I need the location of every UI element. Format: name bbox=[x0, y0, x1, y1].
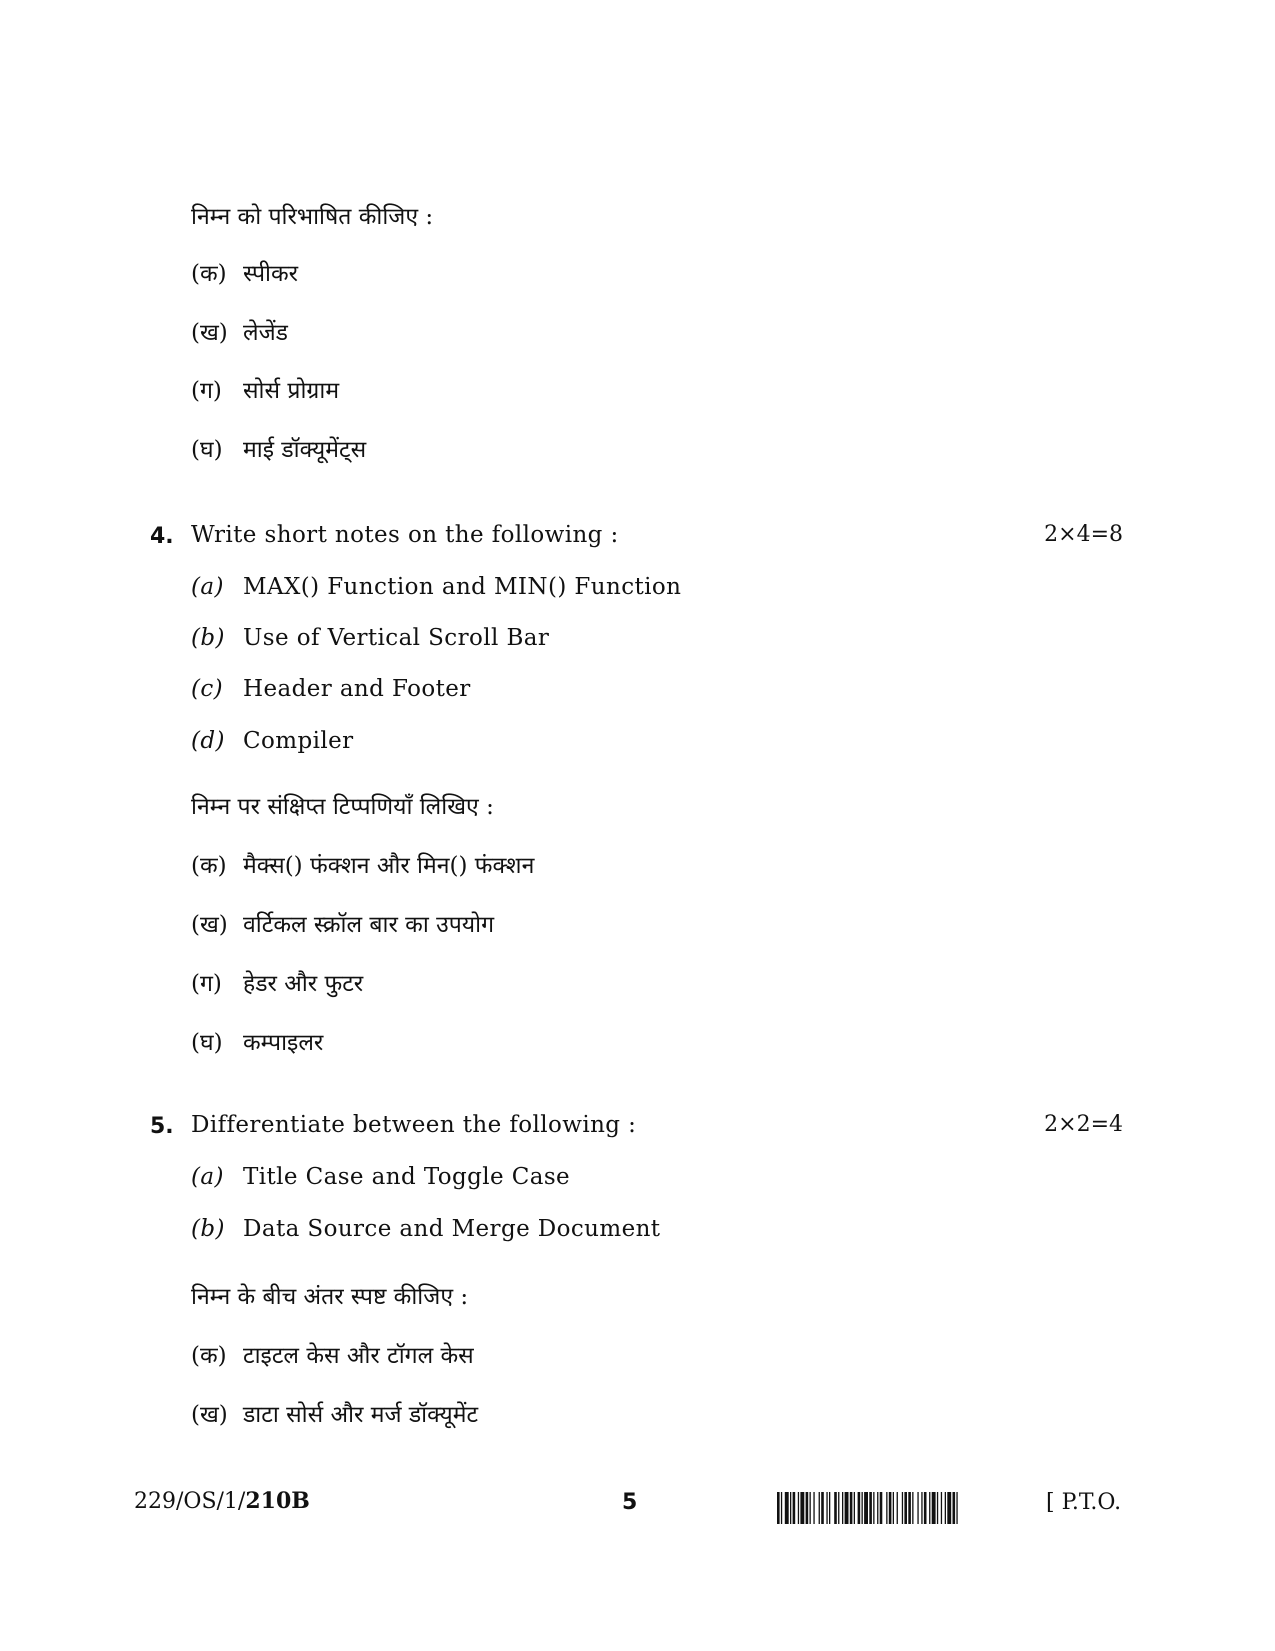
item-marker: (b) bbox=[191, 625, 225, 651]
barcode-bar bbox=[937, 1492, 938, 1524]
item-text: कम्पाइलर bbox=[243, 1030, 324, 1056]
item-marker: (ख) bbox=[191, 912, 228, 938]
barcode-bar bbox=[842, 1492, 843, 1524]
barcode-bar bbox=[886, 1492, 887, 1524]
q4-item bbox=[191, 576, 681, 599]
barcode-bar bbox=[838, 1492, 839, 1524]
item-text: हेडर और फुटर bbox=[243, 971, 364, 997]
barcode-bar bbox=[813, 1492, 814, 1524]
item-marker: (घ) bbox=[191, 1030, 223, 1056]
q4-item bbox=[191, 730, 354, 753]
barcode-bar bbox=[819, 1492, 820, 1524]
q3-hindi-item bbox=[191, 380, 339, 403]
barcode-bar bbox=[850, 1492, 853, 1524]
q4-hindi-prompt: निम्न पर संक्षिप्त टिप्पणियाँ लिखिए : bbox=[191, 794, 494, 820]
q5-hindi-prompt: निम्न के बीच अंतर स्पष्ट कीजिए : bbox=[191, 1284, 469, 1310]
item-text: लेजेंड bbox=[243, 320, 288, 346]
item-text: Data Source and Merge Document bbox=[243, 1216, 661, 1242]
page-number: 5 bbox=[622, 1490, 638, 1515]
item-marker: (ख) bbox=[191, 320, 228, 346]
item-text: स्पीकर bbox=[243, 261, 299, 287]
barcode-bar bbox=[785, 1492, 789, 1524]
item-marker: (क) bbox=[191, 261, 227, 287]
paper-code bbox=[134, 1490, 310, 1513]
q4-hindi-item bbox=[191, 1032, 323, 1055]
barcode-bar bbox=[956, 1492, 957, 1524]
question-number: 5. bbox=[150, 1114, 174, 1139]
q5-prompt: Differentiate between the following : bbox=[191, 1112, 637, 1138]
q5-item bbox=[191, 1218, 660, 1241]
question-number: 4. bbox=[150, 524, 174, 549]
q3-hindi-item bbox=[191, 439, 366, 462]
barcode-bar bbox=[873, 1492, 874, 1524]
barcode-bar bbox=[908, 1492, 911, 1524]
barcode-bar bbox=[854, 1492, 855, 1524]
barcode-bar bbox=[826, 1492, 827, 1524]
item-text: डाटा सोर्स और मर्ज डॉक्यूमेंट bbox=[243, 1402, 479, 1428]
q5-hindi-item bbox=[191, 1404, 478, 1427]
item-text: माई डॉक्यूमेंट्स bbox=[243, 437, 367, 463]
q4-item bbox=[191, 678, 471, 701]
q4-prompt: Write short notes on the following : bbox=[191, 522, 619, 548]
item-text: Compiler bbox=[243, 728, 354, 754]
barcode-bar bbox=[821, 1492, 824, 1524]
item-marker: (ग) bbox=[191, 971, 222, 997]
barcode-bar bbox=[793, 1492, 796, 1524]
barcode-bar bbox=[800, 1492, 804, 1524]
item-marker: (a) bbox=[191, 574, 224, 600]
q4-hindi-item bbox=[191, 855, 534, 878]
item-text: Title Case and Toggle Case bbox=[243, 1164, 571, 1190]
item-text: मैक्स() फंक्शन और मिन() फंक्शन bbox=[243, 853, 535, 879]
barcode-bar bbox=[912, 1492, 913, 1524]
item-text: सोर्स प्रोग्राम bbox=[243, 378, 340, 404]
barcode-bar bbox=[864, 1492, 868, 1524]
item-marker: (ग) bbox=[191, 378, 222, 404]
barcode-bar bbox=[945, 1492, 946, 1524]
paper-code-set: 210B bbox=[245, 1488, 310, 1514]
item-marker: (घ) bbox=[191, 437, 223, 463]
q4-hindi-item bbox=[191, 973, 363, 996]
q5-marks: 2×2=4 bbox=[1044, 1112, 1123, 1137]
item-marker: (d) bbox=[191, 728, 225, 754]
barcode-bar bbox=[929, 1492, 930, 1524]
barcode-bar bbox=[834, 1492, 837, 1524]
item-marker: (क) bbox=[191, 853, 227, 879]
barcode-bar bbox=[790, 1492, 791, 1524]
q5-item bbox=[191, 1166, 570, 1189]
barcode-bar bbox=[921, 1492, 922, 1524]
q5-hindi-item bbox=[191, 1345, 474, 1368]
item-marker: (क) bbox=[191, 1343, 227, 1369]
item-text: Header and Footer bbox=[243, 676, 471, 702]
q3-hindi-prompt: निम्न को परिभाषित कीजिए : bbox=[191, 204, 434, 230]
barcode-bar bbox=[869, 1492, 872, 1524]
barcode-bar bbox=[798, 1492, 799, 1524]
item-marker: (c) bbox=[191, 676, 224, 702]
barcode-bar bbox=[889, 1492, 892, 1524]
barcode-bar bbox=[810, 1492, 811, 1524]
barcode-bar bbox=[902, 1492, 903, 1524]
item-text: Use of Vertical Scroll Bar bbox=[243, 625, 550, 651]
item-text: MAX() Function and MIN() Function bbox=[243, 574, 682, 600]
barcode-bar bbox=[829, 1492, 830, 1524]
barcode-bar bbox=[904, 1492, 907, 1524]
barcode-bar bbox=[924, 1492, 927, 1524]
barcode-bar bbox=[877, 1492, 878, 1524]
q4-hindi-item bbox=[191, 914, 494, 937]
item-text: टाइटल केस और टॉगल केस bbox=[243, 1343, 474, 1369]
barcode-bar bbox=[917, 1492, 918, 1524]
barcode-bar bbox=[806, 1492, 809, 1524]
barcode-bar bbox=[941, 1492, 942, 1524]
barcode-bar bbox=[777, 1492, 780, 1524]
barcode-bar bbox=[781, 1492, 782, 1524]
paper-code-prefix: 229/OS/1/ bbox=[134, 1489, 246, 1514]
barcode-icon bbox=[777, 1492, 1029, 1524]
barcode-bar bbox=[932, 1492, 936, 1524]
item-marker: (b) bbox=[191, 1216, 225, 1242]
barcode-bar bbox=[862, 1492, 863, 1524]
barcode-bar bbox=[953, 1492, 956, 1524]
q4-marks: 2×4=8 bbox=[1044, 522, 1123, 547]
pto-label: [ P.T.O. bbox=[1046, 1490, 1122, 1515]
barcode-bar bbox=[845, 1492, 849, 1524]
item-marker: (a) bbox=[191, 1164, 224, 1190]
item-text: वर्टिकल स्क्रॉल बार का उपयोग bbox=[243, 912, 495, 938]
barcode-bar bbox=[880, 1492, 883, 1524]
barcode-bar bbox=[858, 1492, 861, 1524]
barcode-bar bbox=[947, 1492, 951, 1524]
barcode-bar bbox=[897, 1492, 898, 1524]
barcode-bar bbox=[893, 1492, 894, 1524]
item-marker: (ख) bbox=[191, 1402, 228, 1428]
q4-item bbox=[191, 627, 549, 650]
q3-hindi-item bbox=[191, 322, 288, 345]
q3-hindi-item bbox=[191, 263, 298, 286]
